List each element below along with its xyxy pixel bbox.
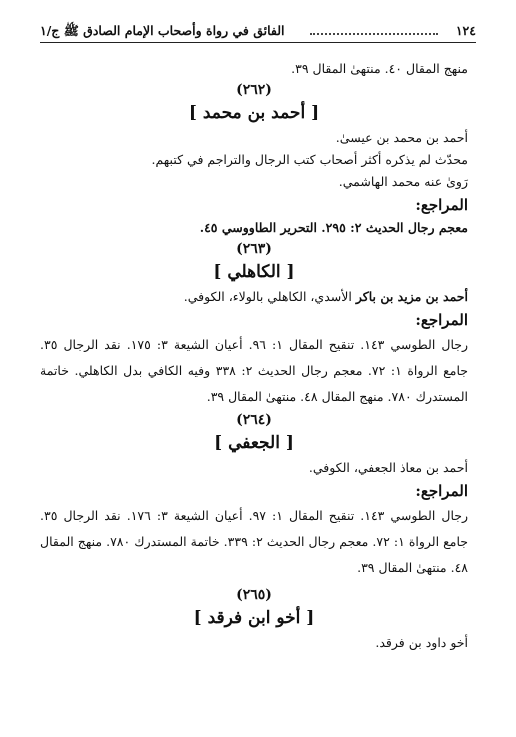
running-title: الفائق في رواة وأصحاب الإمام الصادق ﷺ ج/١ [40,23,285,38]
references-text: رجال الطوسي ١٤٣. تنقيح المقال ١: ٩٧. أعيان الشيعة ٣: ١٧٦. نقد الرجال ٣٥. جامع الرواة ١: ٧٢. معجم رجال الحديث ٢: ٣٣٩. خاتمة المستدرك ٧٨٠. منهج المقال ٤٨. منتهىٰ المقال ٣٩. [40,508,469,575]
entry-name: [ أخو ابن فرقد ] [193,608,315,628]
entry-line: أحمد بن محمد بن عيسىٰ. [335,130,468,145]
entry-number: (٢٦٤) [236,412,272,428]
references-text: معجم رجال الحديث ٢: ٢٩٥. التحرير الطاووسي ٤٥. [199,220,468,235]
entry-name: [ أحمد بن محمد ] [188,103,320,123]
continued-line: منهج المقال ٤٠. منتهىٰ المقال ٣٩. [291,61,468,76]
entry-name: [ الجعفي ] [214,433,294,453]
entry-number: (٢٦٢) [236,82,272,98]
references-heading: المراجع: [415,311,468,329]
entry-number: (٢٦٥) [236,587,272,603]
references-heading: المراجع: [415,482,468,500]
entry-line: أحمد بن معاذ الجعفي، الكوفي. [308,460,468,475]
entry-line: أخو داود بن فرقد. [375,635,468,650]
entry-number: (٢٦٣) [236,241,272,257]
entry-person-name: أحمد بن مزيد بن باكر [355,289,468,304]
page-body [40,58,468,654]
header-dot-leader [310,33,438,35]
references-text: رجال الطوسي ١٤٣. تنقيح المقال ١: ٩٦. أعيان الشيعة ٣: ١٧٥. نقد الرجال ٣٥. جامع الرواة ١: ٧٢. معجم رجال الحديث ٢: ٣٣٨ وفيه الكافي بدل الكاهلي. خاتمة المستدرك ٧٨٠. منهج المقال ٤٨. منتهىٰ المقال ٣٩. [40,337,469,404]
entry-line [40,286,468,308]
entry-line: رَوىٰ عنه محمد الهاشمي. [338,174,468,189]
page-number: ١٢٤ [455,23,476,38]
entry-line: محدّث لم يذكره أكثر أصحاب كتب الرجال والتراجم في كتبهم. [151,152,468,167]
references-heading: المراجع: [415,196,468,214]
entry-line-rest: الأسدي، الكاهلي بالولاء، الكوفي. [183,289,356,304]
entry-name: [ الكاهلي ] [213,262,295,282]
running-header [40,20,476,43]
